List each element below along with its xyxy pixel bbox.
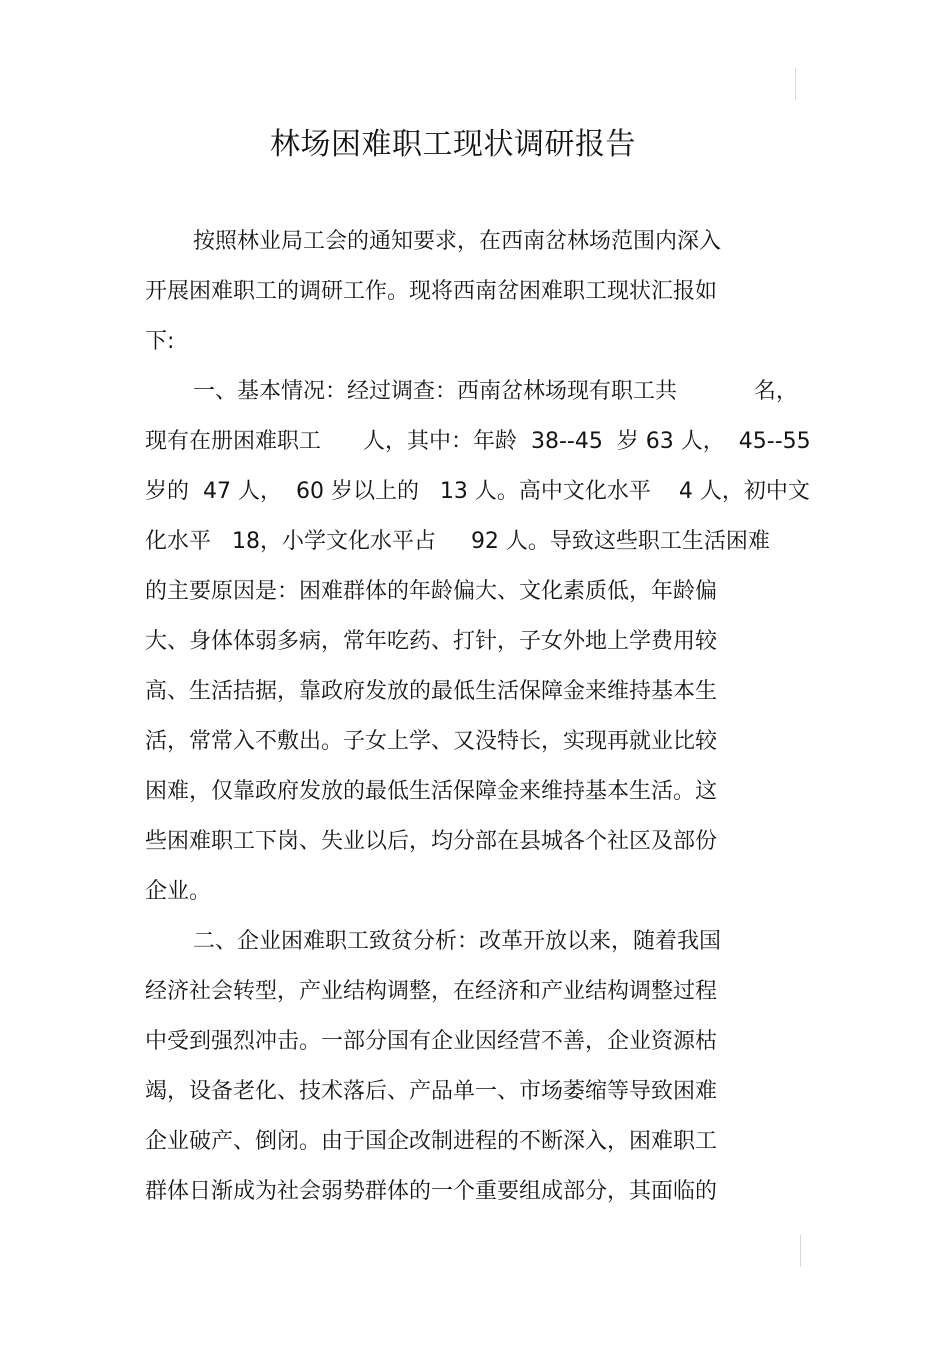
paragraph-line: 开展困难职工的调研工作。现将西南岔困难职工现状汇报如 [145, 279, 718, 304]
document-title: 林场困难职工现状调研报告 [270, 127, 636, 162]
paragraph-line: 二、企业困难职工致贫分析：改革开放以来，随着我国 [193, 929, 722, 954]
paragraph-line: 竭，设备老化、技术落后、产品单一、市场萎缩等导致困难 [145, 1079, 718, 1104]
page-edge-mark-bottom [800, 1235, 801, 1267]
paragraph-line: 现有在册困难职工 人，其中：年龄 38--45 岁 63 人， 45--55 [145, 429, 811, 454]
paragraph-line: 的主要原因是：困难群体的年龄偏大、文化素质低，年龄偏 [145, 579, 718, 604]
paragraph-line: 大、身体体弱多病，常年吃药、打针，子女外地上学费用较 [145, 629, 718, 654]
paragraph-line: 活，常常入不敷出。子女上学、又没特长，实现再就业比较 [145, 729, 718, 754]
paragraph-line: 一、基本情况：经过调查：西南岔林场现有职工共 名， [193, 379, 798, 404]
page-edge-mark-top [795, 68, 796, 100]
paragraph-line: 中受到强烈冲击。一部分国有企业因经营不善，企业资源枯 [145, 1029, 718, 1054]
paragraph-line: 困难，仅靠政府发放的最低生活保障金来维持基本生活。这 [145, 779, 718, 804]
paragraph-line: 企业。 [145, 879, 212, 904]
paragraph-line: 经济社会转型，产业结构调整，在经济和产业结构调整过程 [145, 979, 718, 1004]
paragraph-line: 岁的 47 人， 60 岁以上的 13 人。高中文化水平 4 人，初中文 [145, 479, 810, 504]
paragraph-line: 群体日渐成为社会弱势群体的一个重要组成部分，其面临的 [145, 1179, 718, 1204]
paragraph-line: 按照林业局工会的通知要求，在西南岔林场范围内深入 [193, 229, 722, 254]
paragraph-line: 下: [145, 329, 175, 354]
paragraph-line: 化水平 18，小学文化水平占 92 人。导致这些职工生活困难 [145, 529, 770, 554]
paragraph-line: 高、生活拮据，靠政府发放的最低生活保障金来维持基本生 [145, 679, 718, 704]
paragraph-line: 些困难职工下岗、失业以后，均分部在县城各个社区及部份 [145, 829, 718, 854]
paragraph-line: 企业破产、倒闭。由于国企改制进程的不断深入，困难职工 [145, 1129, 718, 1154]
